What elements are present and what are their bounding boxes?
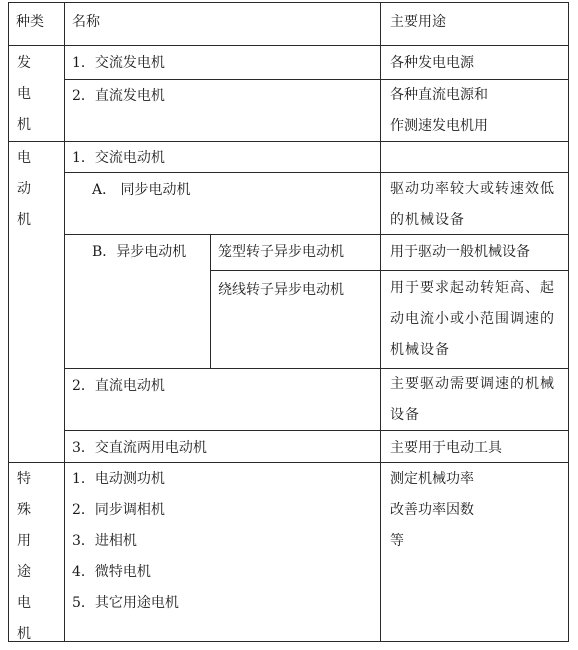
special-item: 2．同步调相机 bbox=[72, 502, 165, 518]
special-purposes-list bbox=[390, 464, 474, 557]
gen-ac-name: 1．交流发电机 bbox=[72, 55, 165, 71]
motor-dual-name: 3．交直流两用电动机 bbox=[72, 440, 207, 456]
special-items-list bbox=[72, 464, 179, 619]
gen-dc-name: 2．直流发电机 bbox=[72, 88, 165, 104]
rule-header-bottom bbox=[8, 45, 569, 46]
gen-dc-purpose: 各种直流电源和作测速发电机用 bbox=[390, 87, 488, 134]
special-item: 3．进相机 bbox=[72, 533, 137, 549]
rule-col-purpose bbox=[380, 2, 381, 642]
motor-wound-purpose: 用于要求起动转矩高、起动电流小或小范围调速的机械设备 bbox=[390, 280, 555, 358]
rule-left bbox=[8, 2, 9, 642]
special-purpose: 改善功率因数 bbox=[390, 502, 474, 518]
rule-cage-bottom bbox=[210, 270, 569, 271]
special-item: 1．电动测功机 bbox=[72, 471, 165, 487]
rule-col-rotor bbox=[210, 234, 211, 369]
rule-gen-row1 bbox=[64, 79, 569, 80]
rule-bottom bbox=[8, 641, 569, 642]
header-category: 种类 bbox=[16, 14, 44, 30]
motor-cage-purpose: 用于驱动一般机械设备 bbox=[390, 244, 530, 260]
category-motors: 电动机 bbox=[17, 150, 31, 228]
category-special: 特殊用途电机 bbox=[17, 471, 31, 642]
header-name: 名称 bbox=[72, 14, 100, 30]
motor-dc-name: 2．直流电动机 bbox=[72, 378, 165, 394]
rule-right bbox=[568, 2, 569, 642]
motor-sync-name: A． 同步电动机 bbox=[92, 182, 191, 198]
special-item: 5．其它用途电机 bbox=[72, 595, 179, 611]
rule-col-category bbox=[64, 2, 65, 642]
special-purpose: 等 bbox=[390, 533, 404, 549]
motor-async-name: B．异步电动机 bbox=[92, 244, 187, 260]
category-generators: 发电机 bbox=[17, 55, 31, 133]
header-purpose: 主要用途 bbox=[390, 14, 446, 30]
motor-wound-name: 绕线转子异步电动机 bbox=[218, 282, 344, 298]
motor-dual-purpose: 主要用于电动工具 bbox=[390, 440, 502, 456]
special-purpose: 测定机械功率 bbox=[390, 471, 474, 487]
rule-motors-bottom bbox=[8, 462, 569, 463]
rule-top bbox=[8, 2, 569, 3]
motor-dc-purpose: 主要驱动需要调速的机械设备 bbox=[390, 376, 555, 423]
special-item: 4．微特电机 bbox=[72, 564, 151, 580]
rule-ac-title bbox=[64, 172, 569, 173]
motor-sync-purpose: 驱动功率较大或转速效低的机械设备 bbox=[390, 181, 555, 228]
gen-ac-purpose: 各种发电电源 bbox=[390, 55, 474, 71]
motor-cage-name: 笼型转子异步电动机 bbox=[218, 244, 344, 260]
motor-ac-title: 1．交流电动机 bbox=[72, 150, 165, 166]
